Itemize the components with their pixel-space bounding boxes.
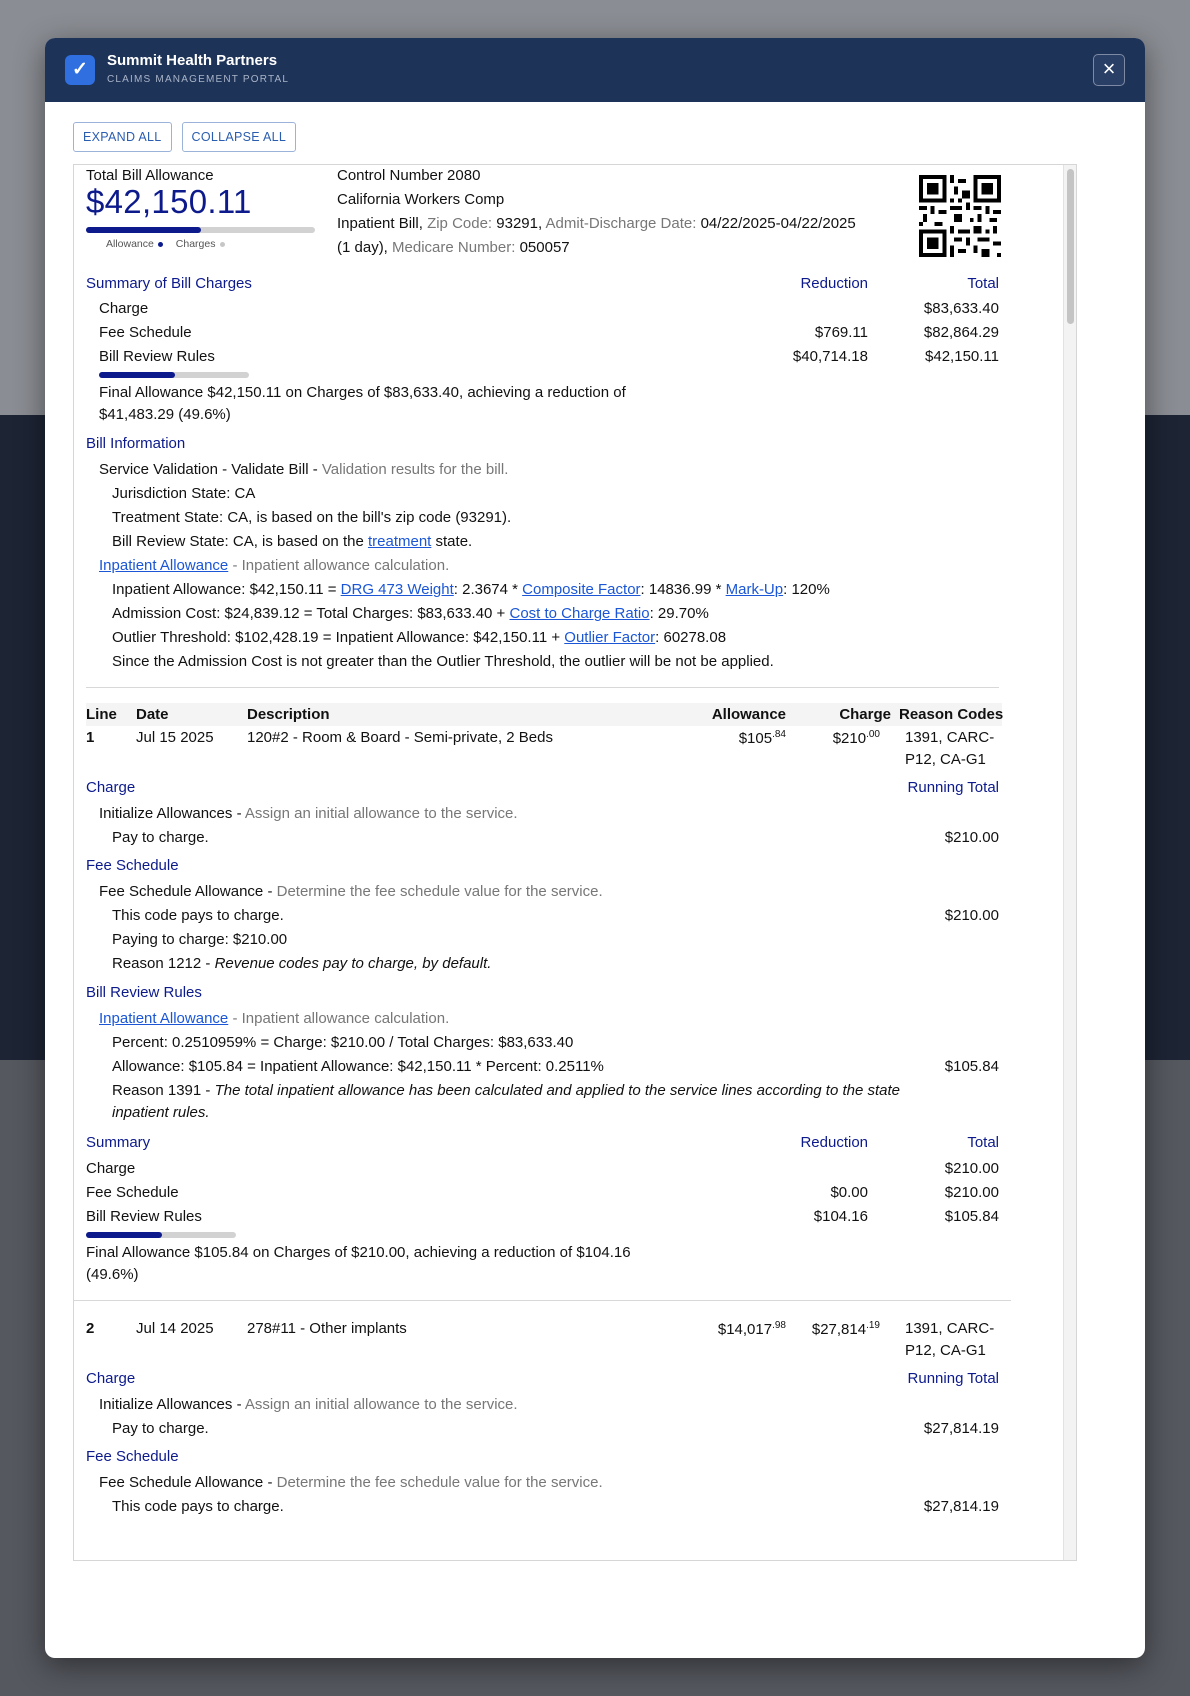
validation-row xyxy=(99,461,508,478)
initialize-allowances-row xyxy=(99,1396,518,1413)
review-state-suffix: state. xyxy=(435,533,473,550)
modal-header xyxy=(45,38,1145,102)
final-allowance-line2: $41,483.29 (49.6%) xyxy=(99,406,231,423)
allowance-progress-bar xyxy=(86,227,315,233)
line-number: 2 xyxy=(86,1320,95,1337)
charge-cents: .19 xyxy=(866,1320,880,1331)
col-description-header: Description xyxy=(247,706,330,723)
line-reason-codes-cont: P12, CA-G1 xyxy=(905,1342,986,1359)
step-title: Initialize Allowances - xyxy=(99,805,242,822)
line-final-allowance-cont: (49.6%) xyxy=(86,1266,139,1283)
inpatient-allowance-desc: - Inpatient allowance calculation. xyxy=(232,557,450,574)
line-summary-row-reduction: $0.00 xyxy=(830,1184,868,1201)
toolbar xyxy=(73,122,306,152)
line-allowance xyxy=(686,729,786,747)
bill-type: Inpatient Bill, xyxy=(337,215,423,232)
line-summary-heading: Summary xyxy=(86,1134,151,1151)
running-total-value: $27,814.19 xyxy=(923,1498,999,1515)
running-total-value: $105.84 xyxy=(944,1058,999,1075)
reason-code: Reason 1212 - xyxy=(112,955,211,972)
outlier-threshold-formula xyxy=(112,629,726,646)
formula-text: Inpatient Allowance: $42,150.11 = xyxy=(112,581,337,598)
reason-1212 xyxy=(112,955,491,972)
col-reason-header: Reason Codes xyxy=(899,706,1004,723)
line-number: 1 xyxy=(86,729,95,746)
claim-detail-modal xyxy=(45,38,1145,1658)
allowance-dollars: $14,017 xyxy=(717,1321,773,1338)
line-reason-codes: 1391, CARC- xyxy=(905,1320,995,1337)
col-date-header: Date xyxy=(136,706,169,723)
fee-schedule-row xyxy=(99,883,603,900)
step-title: Fee Schedule Allowance - xyxy=(99,1474,273,1491)
bill-details-line xyxy=(337,215,856,232)
cost-to-charge-ratio-link[interactable]: Cost to Charge Ratio xyxy=(509,605,650,622)
fee-schedule-heading: Fee Schedule xyxy=(86,1448,179,1465)
step-title: Fee Schedule Allowance - xyxy=(99,883,273,900)
summary-row-total: $83,633.40 xyxy=(923,300,999,317)
treatment-link[interactable]: treatment xyxy=(367,533,432,550)
allowance-calc: Allowance: $105.84 = Inpatient Allowance: $42,150.11 * Percent: 0.2511% xyxy=(112,1058,604,1075)
scrollbar[interactable] xyxy=(1063,165,1076,1560)
control-number: Control Number 2080 xyxy=(337,167,481,184)
formula-text: Admission Cost: $24,839.12 = Total Charges: $83,633.40 + xyxy=(112,605,506,622)
final-allowance-line1: Final Allowance $42,150.11 on Charges of $83,633.40, achieving a reduction of xyxy=(99,384,626,401)
line-charge-heading: Charge xyxy=(86,1370,136,1387)
reason-text: The total inpatient allowance has been calculated and applied to the service lines according to the state xyxy=(214,1082,901,1099)
outlier-factor-link[interactable]: Outlier Factor xyxy=(564,629,656,646)
summary-row-label: Fee Schedule xyxy=(99,324,192,341)
step-desc: Determine the fee schedule value for the service. xyxy=(276,1474,603,1491)
line-allowance xyxy=(666,1320,786,1338)
line-summary-row-total: $105.84 xyxy=(944,1208,999,1225)
formula-text: : 120% xyxy=(783,581,830,598)
row-divider xyxy=(74,1300,1011,1301)
charge-dollars: $27,814 xyxy=(811,1321,867,1338)
running-total-value: $210.00 xyxy=(944,907,999,924)
mark-up-link[interactable]: Mark-Up xyxy=(725,581,784,598)
running-total-value: $210.00 xyxy=(944,829,999,846)
percent-calc: Percent: 0.2510959% = Charge: $210.00 / Total Charges: $83,633.40 xyxy=(112,1034,574,1051)
reason-text-cont: inpatient rules. xyxy=(112,1104,210,1121)
treatment-state: Treatment State: CA, is based on the bill's zip code (93291). xyxy=(112,509,512,526)
summary-progress-fill xyxy=(99,372,175,378)
legend-charges-dot xyxy=(220,242,225,247)
pay-to-charge: Pay to charge. xyxy=(112,1420,209,1437)
charge-dollars: $210 xyxy=(832,730,867,747)
inpatient-allowance-link[interactable]: Inpatient Allowance xyxy=(99,1010,229,1027)
inpatient-allowance-row xyxy=(99,557,449,574)
line-summary-reduction-header: Reduction xyxy=(800,1134,868,1151)
checkbox-check-icon: ✓ xyxy=(65,55,95,85)
paying-to-charge: Paying to charge: $210.00 xyxy=(112,931,288,948)
inpatient-allowance-formula xyxy=(112,581,830,598)
payer-name: California Workers Comp xyxy=(337,191,505,208)
formula-text: Outlier Threshold: $102,428.19 = Inpatient Allowance: $42,150.11 + xyxy=(112,629,561,646)
line-date: Jul 15 2025 xyxy=(136,729,214,746)
running-total-header: Running Total xyxy=(907,1370,999,1387)
admission-cost-formula xyxy=(112,605,709,622)
expand-all-button[interactable]: EXPAND ALL xyxy=(73,122,172,152)
section-divider xyxy=(86,687,999,688)
allowance-progress-fill xyxy=(86,227,201,233)
app-title: Summit Health Partners xyxy=(107,52,278,69)
initialize-allowances-row xyxy=(99,805,518,822)
allowance-cents: .98 xyxy=(772,1320,786,1331)
reason-1391 xyxy=(112,1082,900,1099)
line-charge-heading: Charge xyxy=(86,779,136,796)
inpatient-allowance-row xyxy=(99,1010,449,1027)
bill-details-line-2 xyxy=(337,239,570,256)
line-summary-row-reduction: $104.16 xyxy=(813,1208,868,1225)
jurisdiction-state: Jurisdiction State: CA xyxy=(112,485,256,502)
reason-code: Reason 1391 - xyxy=(112,1082,211,1099)
line-summary-row-label: Charge xyxy=(86,1160,136,1177)
summary-row-reduction: $769.11 xyxy=(814,324,868,341)
bill-review-panel xyxy=(73,164,1077,1561)
summary-reduction-header: Reduction xyxy=(800,275,868,292)
line-reason-codes-cont: P12, CA-G1 xyxy=(905,751,986,768)
fee-schedule-heading: Fee Schedule xyxy=(86,857,179,874)
reason-text: Revenue codes pay to charge, by default. xyxy=(214,955,492,972)
formula-text: : 60278.08 xyxy=(655,629,727,646)
bar-legend xyxy=(106,238,229,250)
outlier-note: Since the Admission Cost is not greater than the Outlier Threshold, the outlier will be not be applied. xyxy=(112,653,774,670)
line-description: 278#11 - Other implants xyxy=(247,1320,407,1337)
total-allowance-amount: $42,150.11 xyxy=(86,183,252,220)
drg-weight-link[interactable]: DRG 473 Weight xyxy=(340,581,454,598)
bill-information-heading: Bill Information xyxy=(86,435,186,452)
allowance-dollars: $105 xyxy=(738,730,773,747)
col-line-header: Line xyxy=(86,706,117,723)
scrollbar-thumb[interactable] xyxy=(1067,169,1074,324)
app-subtitle: CLAIMS MANAGEMENT PORTAL xyxy=(107,74,290,85)
zip-label: Zip Code: xyxy=(427,215,493,232)
step-desc: - Inpatient allowance calculation. xyxy=(232,1010,450,1027)
line-summary-row-label: Fee Schedule xyxy=(86,1184,179,1201)
line-charge xyxy=(786,729,880,747)
line-summary-total-header: Total xyxy=(967,1134,999,1151)
col-charge-header: Charge xyxy=(839,706,891,723)
bill-review-rules-heading: Bill Review Rules xyxy=(86,984,202,1001)
legend-allowance-dot xyxy=(158,242,163,247)
step-desc: Assign an initial allowance to the service. xyxy=(244,805,518,822)
step-desc: Assign an initial allowance to the service. xyxy=(244,1396,518,1413)
col-allowance-header: Allowance xyxy=(711,706,786,723)
composite-factor-link[interactable]: Composite Factor xyxy=(522,581,641,598)
line-progress-bar xyxy=(86,1232,236,1238)
formula-text: : 14836.99 * xyxy=(640,581,722,598)
line-charge xyxy=(776,1320,880,1338)
summary-row-label: Bill Review Rules xyxy=(99,348,215,365)
formula-text: : 29.70% xyxy=(649,605,709,622)
review-state xyxy=(112,533,472,550)
line-description: 120#2 - Room & Board - Semi-private, 2 Beds xyxy=(247,729,553,746)
collapse-all-button[interactable]: COLLAPSE ALL xyxy=(182,122,297,152)
summary-heading: Summary of Bill Charges xyxy=(86,275,252,292)
stay-days: (1 day), xyxy=(337,239,388,256)
medicare-number: 050057 xyxy=(519,239,570,256)
total-allowance-label: Total Bill Allowance xyxy=(86,167,214,184)
charge-cents: .00 xyxy=(866,729,880,740)
step-desc: Determine the fee schedule value for the service. xyxy=(276,883,603,900)
summary-row-reduction: $40,714.18 xyxy=(792,348,868,365)
line-reason-codes: 1391, CARC- xyxy=(905,729,995,746)
review-state-text: Bill Review State: CA, is based on the xyxy=(112,533,364,550)
formula-text: : 2.3674 * xyxy=(453,581,518,598)
legend-allowance: Allowance xyxy=(106,238,154,250)
line-date: Jul 14 2025 xyxy=(136,1320,214,1337)
close-icon[interactable]: × xyxy=(1093,54,1125,86)
summary-total-header: Total xyxy=(967,275,999,292)
allowance-cents: .84 xyxy=(772,729,786,740)
qr-code-icon xyxy=(919,175,1001,257)
running-total-header: Running Total xyxy=(907,779,999,796)
running-total-value: $27,814.19 xyxy=(923,1420,999,1437)
line-summary-row-label: Bill Review Rules xyxy=(86,1208,202,1225)
line-summary-row-total: $210.00 xyxy=(944,1160,999,1177)
summary-row-total: $82,864.29 xyxy=(923,324,999,341)
fee-schedule-row xyxy=(99,1474,603,1491)
admit-dates: 04/22/2025-04/22/2025 xyxy=(700,215,856,232)
legend-charges: Charges xyxy=(175,238,216,250)
line-final-allowance: Final Allowance $105.84 on Charges of $210.00, achieving a reduction of $104.16 xyxy=(86,1244,631,1261)
inpatient-allowance-link[interactable]: Inpatient Allowance xyxy=(99,557,229,574)
pay-to-charge: Pay to charge. xyxy=(112,829,209,846)
step-title: Initialize Allowances - xyxy=(99,1396,242,1413)
summary-row-label: Charge xyxy=(99,300,149,317)
summary-row-total: $42,150.11 xyxy=(925,348,999,365)
line-progress-fill xyxy=(86,1232,162,1238)
validation-desc: Validation results for the bill. xyxy=(321,461,509,478)
line-summary-row-total: $210.00 xyxy=(944,1184,999,1201)
summary-progress-bar xyxy=(99,372,249,378)
code-pays-to-charge: This code pays to charge. xyxy=(112,907,284,924)
validation-title: Service Validation - Validate Bill - xyxy=(99,461,318,478)
code-pays-to-charge: This code pays to charge. xyxy=(112,1498,284,1515)
admit-label: Admit-Discharge Date: xyxy=(545,215,697,232)
medicare-label: Medicare Number: xyxy=(392,239,516,256)
zip-code: 93291, xyxy=(496,215,543,232)
